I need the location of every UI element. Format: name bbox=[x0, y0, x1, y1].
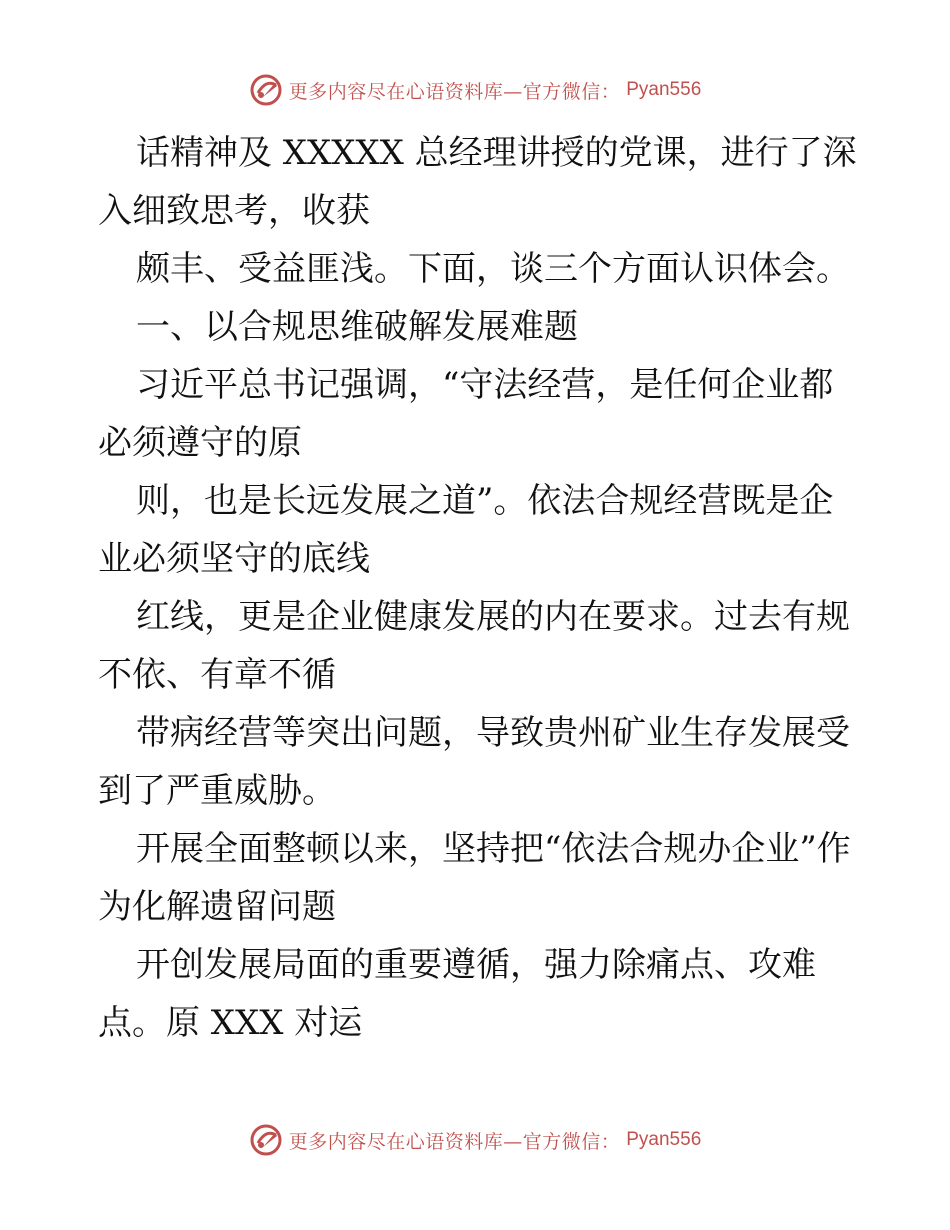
banner-text: 更多内容尽在心语资料库—官方微信： bbox=[288, 80, 621, 103]
paragraph: 颇丰、受益匪浅。下面，谈三个方面认识体会。 bbox=[136, 249, 850, 289]
section-heading: 一、以合规思维破解发展难题 bbox=[136, 307, 578, 347]
header-banner bbox=[0, 70, 950, 110]
paragraph: 习近平总书记强调，“守法经营，是任何企业都必须遵守的原 bbox=[98, 365, 834, 463]
paragraph: 红线，更是企业健康发展的内在要求。过去有规不依、有章不循 bbox=[98, 597, 850, 695]
logo-icon bbox=[249, 73, 283, 107]
footer-banner bbox=[0, 1120, 950, 1160]
banner-wechat-id: Pyan556 bbox=[626, 79, 702, 100]
banner-text: 更多内容尽在心语资料库—官方微信： bbox=[288, 1130, 621, 1153]
banner-wechat-id: Pyan556 bbox=[626, 1129, 702, 1150]
logo-icon bbox=[249, 1123, 283, 1157]
paragraph: 带病经营等突出问题，导致贵州矿业生存发展受到了严重威胁。 bbox=[98, 713, 850, 811]
document-body bbox=[98, 124, 858, 1052]
paragraph: 开创发展局面的重要遵循，强力除痛点、攻难点。原 XXX 对运 bbox=[98, 945, 816, 1043]
paragraph: 话精神及 XXXXX 总经理讲授的党课，进行了深入细致思考，收获 bbox=[98, 133, 857, 231]
paragraph: 则，也是长远发展之道”。依法合规经营既是企业必须坚守的底线 bbox=[98, 481, 834, 579]
paragraph: 开展全面整顿以来，坚持把“依法合规办企业”作为化解遗留问题 bbox=[98, 829, 851, 927]
